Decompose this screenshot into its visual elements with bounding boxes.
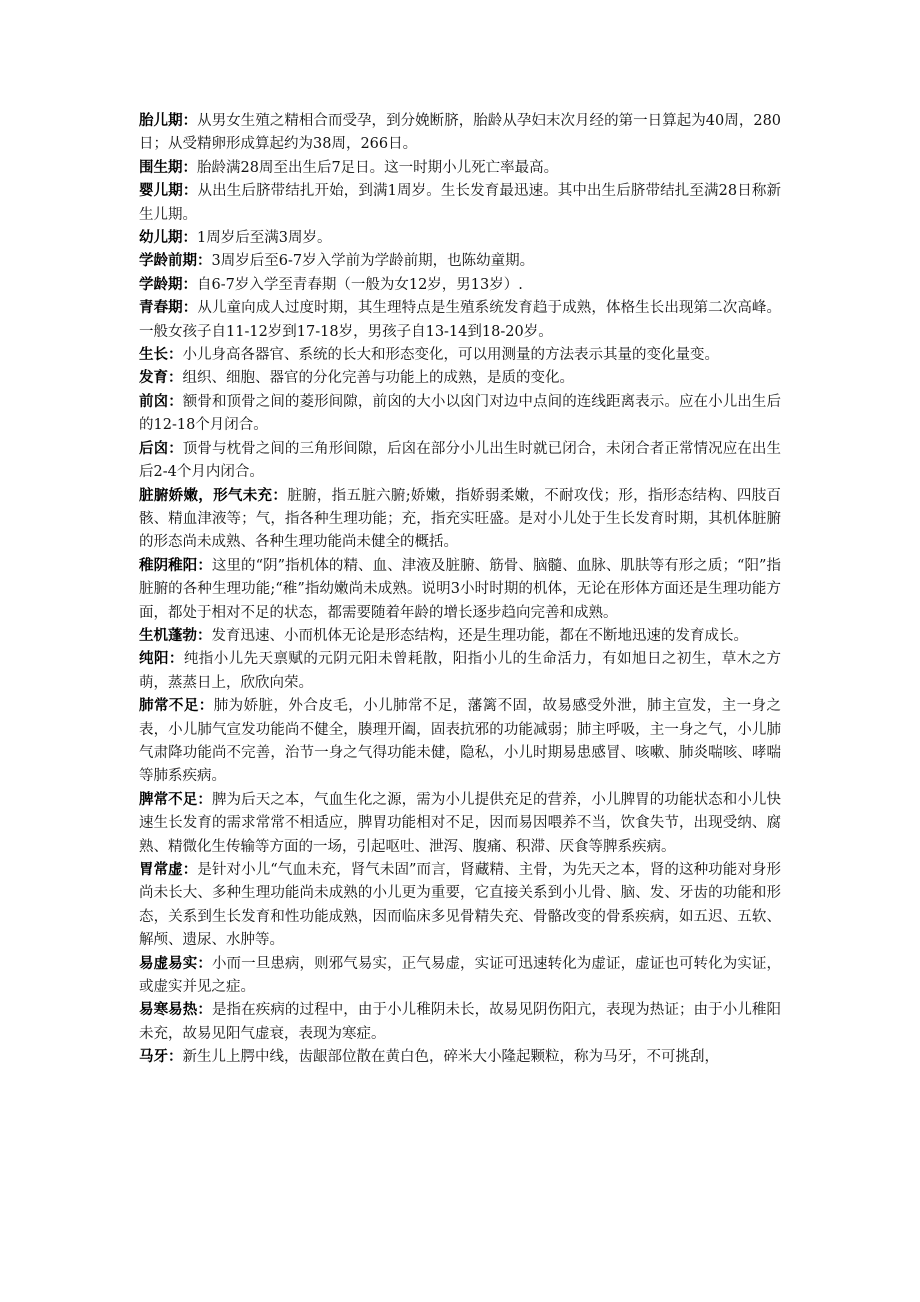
term-label: 胃常虚 (139, 862, 183, 878)
entry-vigorous-vitality: 生机蓬勃：发育迅速、小而机体无论是形态结构，还是生理功能，都在不断地迅速的发育成长。 (139, 627, 748, 644)
term-label: 胎儿期 (139, 113, 183, 129)
entry-posterior-fontanelle: 后囟：顶骨与枕骨之间的三角形间隙，后囟在部分小儿出生时就已闭合，未闭合者正常情况应在出生后2-4个月内闭合。 (139, 440, 781, 481)
definition-text: 是针对小儿“气血未充，肾气未固”而言，肾藏精、主骨，为先天之本，肾的这种功能对身形尚未长大、多种生理功能尚未成熟的小儿更为重要，它直接关系到小儿骨、脑、发、牙齿的功能和形态，关系到生长发育和性功能成熟，因而临床多见骨精失充、骨骼改变的骨系疾病，如五迟、五软、解颅、遗尿、水肿等。 (139, 862, 782, 949)
entry-stomach-deficiency: 胃常虚：是针对小儿“气血未充，肾气未固”而言，肾藏精、主骨，为先天之本，肾的这种功能对身形尚未长大、多种生理功能尚未成熟的小儿更为重要，它直接关系到小儿骨、脑、发、牙齿的功能和形态，关系到生长发育和性功能成熟，因而临床多见骨精失充、骨骼改变的骨系疾病，如五迟、五软、解颅、遗尿、水肿等。 (139, 862, 782, 949)
definition-text: 肺为娇脏，外合皮毛，小儿肺常不足，藩篱不固，故易感受外泄，肺主宣发，主一身之表，小儿肺气宣发功能尚不健全，腠理开阖，固表抗邪的功能减弱；肺主呼吸，主一身之气，小儿肺气肃降功能尚不完善，治节一身之气得功能未健，隐私，小儿时期易患感冒、咳嗽、肺炎喘咳、哮喘等肺系疾病。 (139, 698, 782, 785)
definition-text: 从儿童向成人过度时期，其生理特点是生殖系统发育趋于成熟，体格生长出现第二次高峰。一般女孩子自11-12岁到17-18岁，男孩子自13-14到18-20岁。 (139, 300, 781, 340)
term-label: 稚阴稚阳 (139, 557, 198, 574)
term-label: 青春期 (139, 300, 183, 317)
term-label: 脾常不足 (139, 791, 198, 808)
definition-text: 新生儿上腭中线，齿龈部位散在黄白色，碎米大小隆起颗粒，称为马牙，不可挑刮， (182, 1049, 719, 1066)
definition-text: 组织、细胞、器官的分化完善与功能上的成熟，是质的变化。 (182, 370, 574, 387)
entry-organs-delicate: 脏腑娇嫩，形气未充：脏腑，指五脏六腑;娇嫩，指娇弱柔嫩，不耐攻伐；形，指形态结构、四肢百骸、精血津液等；气，指各种生理功能；充，指充实旺盛。是对小儿处于生长发育时期，其机体脏腑的形态尚未成熟、各种生理功能尚未健全的概括。 (139, 487, 782, 551)
definition-text: 从出生后脐带结扎开始，到满1周岁。生长发育最迅速。其中出生后脐带结扎至满28日称新生儿期。 (139, 183, 781, 223)
definition-text: 是指在疾病的过程中，由于小儿稚阴未长，故易见阴伤阳亢，表现为热证；由于小儿稚阳未充，故易见阳气虚衰，表现为寒症。 (139, 1002, 782, 1042)
term-label: 婴儿期 (139, 183, 183, 200)
entry-spleen-insufficiency: 脾常不足：脾为后天之本，气血生化之源，需为小儿提供充足的营养，小儿脾胃的功能状态和小儿快速生长发育的需求常常不相适应，脾胃功能相对不足，因而易因喂养不当，饮食失节，出现受纳、腐熟、精微化生传输等方面的一场，引起呕吐、泄泻、腹痛、积滞、厌食等脾系疾病。 (139, 791, 782, 855)
document-body (139, 110, 781, 1070)
term-label: 易虚易实 (139, 955, 198, 972)
entry-easy-cold-heat: 易寒易热：是指在疾病的过程中，由于小儿稚阴未长，故易见阴伤阳亢，表现为热证；由于小儿稚阳未充，故易见阳气虚衰，表现为寒症。 (139, 1002, 782, 1042)
term-label: 易寒易热 (139, 1002, 198, 1019)
term-label: 后囟 (139, 440, 169, 457)
term-label: 生长 (139, 347, 168, 364)
term-label: 幼儿期 (139, 230, 183, 247)
entry-fetal-period: 胎儿期：从男女生殖之精相合而受孕，到分娩断脐，胎龄从孕妇末次月经的第一日算起为40周，280日；从受精卵形成算起约为38周，266日。 (139, 113, 782, 153)
entry-growth: 生长：小儿身高各器官、系统的长大和形态变化，可以用测量的方法表示其量的变化量变。 (139, 347, 719, 364)
definition-text: 小而一旦患病，则邪气易实，正气易虚，实证可迅速转化为虚证，虚证也可转化为实证，或虚实并见之症。 (139, 955, 782, 996)
definition-text: 脏腑，指五脏六腑;娇嫩，指娇弱柔嫩，不耐攻伐；形，指形态结构、四肢百骸、精血津液等；气，指各种生理功能；充，指充实旺盛。是对小儿处于生长发育时期，其机体脏腑的形态尚未成熟、各种生理功能尚未健全的概括。 (139, 487, 782, 551)
definition-text: 顶骨与枕骨之间的三角形间隙，后囟在部分小儿出生时就已闭合，未闭合者正常情况应在出生后2-4个月内闭合。 (139, 440, 781, 481)
entry-easy-deficiency-excess: 易虚易实：小而一旦患病，则邪气易实，正气易虚，实证可迅速转化为虚证，虚证也可转化为实证，或虚实并见之症。 (139, 955, 782, 996)
entry-toddler-period: 幼儿期：1周岁后至满3周岁。 (139, 230, 332, 247)
entry-development: 发育：组织、细胞、器官的分化完善与功能上的成熟，是质的变化。 (139, 370, 574, 387)
definition-text: 额骨和顶骨之间的菱形间隙，前囟的大小以囟门对边中点间的连线距离表示。应在小儿出生后的12-18个月闭合。 (139, 393, 781, 434)
definition-text: 从男女生殖之精相合而受孕，到分娩断脐，胎龄从孕妇末次月经的第一日算起为40周，280日；从受精卵形成算起约为38周，266日。 (139, 113, 782, 153)
entry-perinatal-period: 围生期：胎龄满28周至出生后7足日。这一时期小儿死亡率最高。 (139, 159, 559, 176)
entry-preschool-period: 学龄前期：3周岁后至6-7岁入学前为学龄前期，也陈幼童期。 (139, 253, 535, 270)
term-label: 发育 (139, 370, 168, 387)
entry-lung-insufficiency: 肺常不足：肺为娇脏，外合皮毛，小儿肺常不足，藩篱不固，故易感受外泄，肺主宣发，主一身之表，小儿肺气宣发功能尚不健全，腠理开阖，固表抗邪的功能减弱；肺主呼吸，主一身之气，小儿肺气肃降功能尚不完善，治节一身之气得功能未健，隐私，小儿时期易患感冒、咳嗽、肺炎喘咳、哮喘等肺系疾病。 (139, 698, 782, 785)
entry-pure-yang: 纯阳：纯指小儿先天禀赋的元阴元阳未曾耗散，阳指小儿的生命活力，有如旭日之初生，草木之方萌，蒸蒸日上，欣欣向荣。 (139, 651, 782, 691)
definition-text: 自6-7岁入学至青春期（一般为女12岁，男13岁）. (197, 276, 523, 293)
term-label: 脏腑娇嫩，形气未充 (139, 487, 273, 504)
term-label: 生机蓬勃 (139, 627, 197, 644)
entry-school-age: 学龄期：自6-7岁入学至青春期（一般为女12岁，男13岁）. (139, 276, 523, 293)
definition-text: 脾为后天之本，气血生化之源，需为小儿提供充足的营养，小儿脾胃的功能状态和小儿快速生长发育的需求常常不相适应，脾胃功能相对不足，因而易因喂养不当，饮食失节，出现受纳、腐熟、精微化生传输等方面的一场，引起呕吐、泄泻、腹痛、积滞、厌食等脾系疾病。 (139, 791, 782, 855)
entry-immature-yin-yang: 稚阴稚阳：这里的“阴”指机体的精、血、津液及脏腑、筋骨、脑髓、血脉、肌肤等有形之质；“阳”指脏腑的各种生理功能;“稚”指幼嫩尚未成熟。说明3小时时期的机体，无论在形体方面还是生理功能方面，都处于相对不足的状态，都需要随着年龄的增长逐步趋向完善和成熟。 (139, 557, 782, 621)
term-label: 前囟 (139, 393, 169, 410)
term-label: 马牙 (139, 1049, 168, 1066)
term-label: 学龄期 (139, 276, 183, 293)
term-label: 肺常不足 (139, 698, 199, 715)
entry-infancy: 婴儿期：从出生后脐带结扎开始，到满1周岁。生长发育最迅速。其中出生后脐带结扎至满28日称新生儿期。 (139, 183, 781, 223)
definition-text: 胎龄满28周至出生后7足日。这一时期小儿死亡率最高。 (197, 159, 559, 176)
term-label: 学龄前期 (139, 253, 197, 270)
definition-text: 这里的“阴”指机体的精、血、津液及脏腑、筋骨、脑髓、血脉、肌肤等有形之质；“阳”指脏腑的各种生理功能;“稚”指幼嫩尚未成熟。说明3小时时期的机体，无论在形体方面还是生理功能方面，都处于相对不足的状态，都需要随着年龄的增长逐步趋向完善和成熟。 (139, 557, 782, 621)
definition-text: 小儿身高各器官、系统的长大和形态变化，可以用测量的方法表示其量的变化量变。 (182, 347, 719, 364)
definition-text: 3周岁后至6-7岁入学前为学龄前期，也陈幼童期。 (211, 253, 535, 270)
term-label: 围生期 (139, 159, 183, 176)
entry-epstein-pearls: 马牙：新生儿上腭中线，齿龈部位散在黄白色，碎米大小隆起颗粒，称为马牙，不可挑刮， (139, 1049, 719, 1066)
definition-text: 1周岁后至满3周岁。 (197, 230, 332, 247)
entry-adolescence: 青春期：从儿童向成人过度时期，其生理特点是生殖系统发育趋于成熟，体格生长出现第二次高峰。一般女孩子自11-12岁到17-18岁，男孩子自13-14到18-20岁。 (139, 300, 781, 340)
definition-text: 纯指小儿先天禀赋的元阴元阳未曾耗散，阳指小儿的生命活力，有如旭日之初生，草木之方萌，蒸蒸日上，欣欣向荣。 (139, 651, 782, 691)
term-label: 纯阳 (139, 651, 169, 668)
entry-anterior-fontanelle: 前囟：额骨和顶骨之间的菱形间隙，前囟的大小以囟门对边中点间的连线距离表示。应在小儿出生后的12-18个月闭合。 (139, 393, 781, 434)
definition-text: 发育迅速、小而机体无论是形态结构，还是生理功能，都在不断地迅速的发育成长。 (211, 627, 748, 644)
